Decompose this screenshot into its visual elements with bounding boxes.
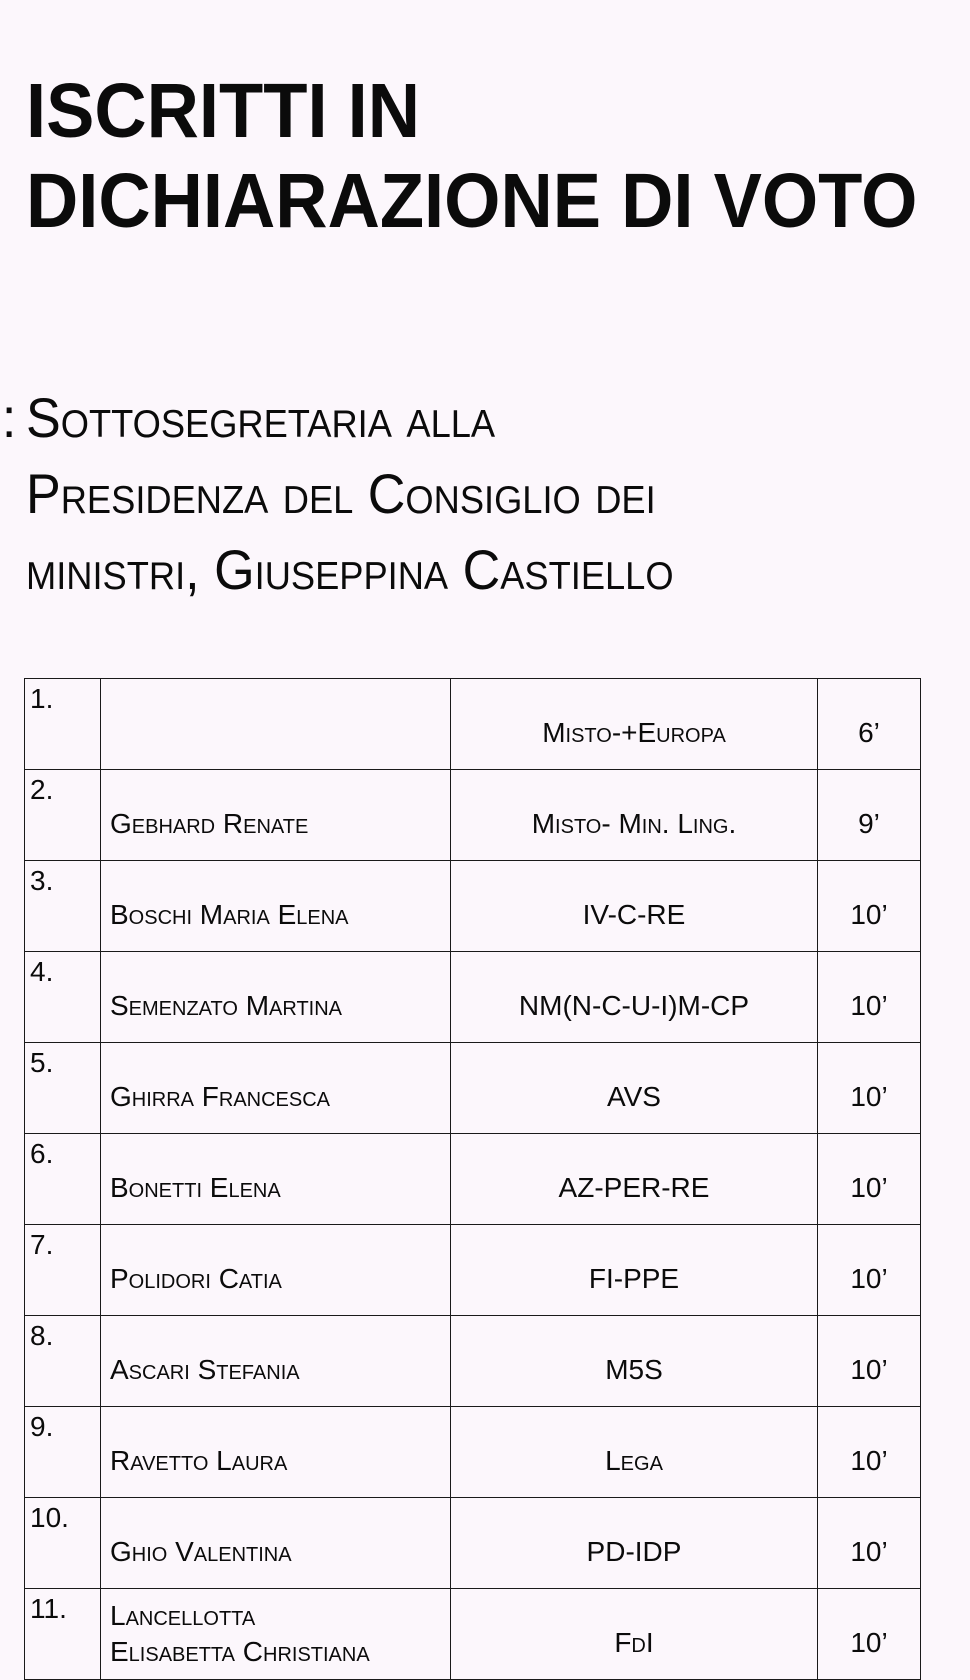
row-number: 9. xyxy=(25,1407,101,1498)
page-title xyxy=(26,66,918,246)
speaker-name: Ghirra Francesca xyxy=(101,1043,451,1134)
speaker-name: Boschi Maria Elena xyxy=(101,861,451,952)
speaking-time: 10’ xyxy=(818,1316,921,1407)
subtitle-line-3: ministri, Giuseppina Castiello xyxy=(26,538,674,601)
speaker-name: Ascari Stefania xyxy=(101,1316,451,1407)
table-row xyxy=(25,770,921,861)
table-row xyxy=(25,1589,921,1680)
speaker-name: Ravetto Laura xyxy=(101,1407,451,1498)
row-number: 1. xyxy=(25,679,101,770)
table-row xyxy=(25,1316,921,1407)
subtitle xyxy=(1,380,891,608)
speaker-name-line-1: Lancellotta xyxy=(110,1600,256,1631)
party-group: Lega xyxy=(451,1407,818,1498)
subtitle-line-1: Sottosegretaria alla xyxy=(26,386,496,449)
party-group: AVS xyxy=(451,1043,818,1134)
speaker-name: Ghio Valentina xyxy=(101,1498,451,1589)
speaking-time: 10’ xyxy=(818,1498,921,1589)
speakers-table xyxy=(24,678,921,1680)
row-number: 8. xyxy=(25,1316,101,1407)
title-line-1: ISCRITTI IN xyxy=(26,68,421,154)
party-group: Misto- Min. Ling. xyxy=(451,770,818,861)
row-number: 2. xyxy=(25,770,101,861)
subtitle-line-2: Presidenza del Consiglio dei xyxy=(26,462,656,525)
speaking-time: 6’ xyxy=(818,679,921,770)
row-number: 3. xyxy=(25,861,101,952)
speaking-time: 9’ xyxy=(818,770,921,861)
party-group: Misto-+Europa xyxy=(451,679,818,770)
party-group: AZ-PER-RE xyxy=(451,1134,818,1225)
party-group: M5S xyxy=(451,1316,818,1407)
speaker-name: Bonetti Elena xyxy=(101,1134,451,1225)
speaking-time: 10’ xyxy=(818,1225,921,1316)
subtitle-prefix: : xyxy=(1,386,17,449)
table-row xyxy=(25,861,921,952)
speaking-time: 10’ xyxy=(818,1043,921,1134)
table-row xyxy=(25,1134,921,1225)
speaker-name: Semenzato Martina xyxy=(101,952,451,1043)
row-number: 10. xyxy=(25,1498,101,1589)
speaking-time: 10’ xyxy=(818,1589,921,1680)
speaker-name xyxy=(101,679,451,770)
title-line-2: DICHIARAZIONE DI VOTO xyxy=(26,158,918,244)
speaking-time: 10’ xyxy=(818,1407,921,1498)
speaking-time: 10’ xyxy=(818,952,921,1043)
table-row xyxy=(25,1498,921,1589)
speaker-name: Polidori Catia xyxy=(101,1225,451,1316)
row-number: 4. xyxy=(25,952,101,1043)
row-number: 5. xyxy=(25,1043,101,1134)
speaking-time: 10’ xyxy=(818,861,921,952)
row-number: 7. xyxy=(25,1225,101,1316)
speaker-name xyxy=(101,1589,451,1680)
party-group: NM(N-C-U-I)M-CP xyxy=(451,952,818,1043)
party-group: IV-C-RE xyxy=(451,861,818,952)
party-group: FI-PPE xyxy=(451,1225,818,1316)
table-row xyxy=(25,1225,921,1316)
table-row xyxy=(25,679,921,770)
party-group: FdI xyxy=(451,1589,818,1680)
speaker-name: Gebhard Renate xyxy=(101,770,451,861)
row-number: 6. xyxy=(25,1134,101,1225)
table-row xyxy=(25,952,921,1043)
table-row xyxy=(25,1407,921,1498)
table-row xyxy=(25,1043,921,1134)
row-number: 11. xyxy=(25,1589,101,1680)
party-group: PD-IDP xyxy=(451,1498,818,1589)
speaking-time: 10’ xyxy=(818,1134,921,1225)
speaker-name-line-2: Elisabetta Christiana xyxy=(110,1636,370,1667)
